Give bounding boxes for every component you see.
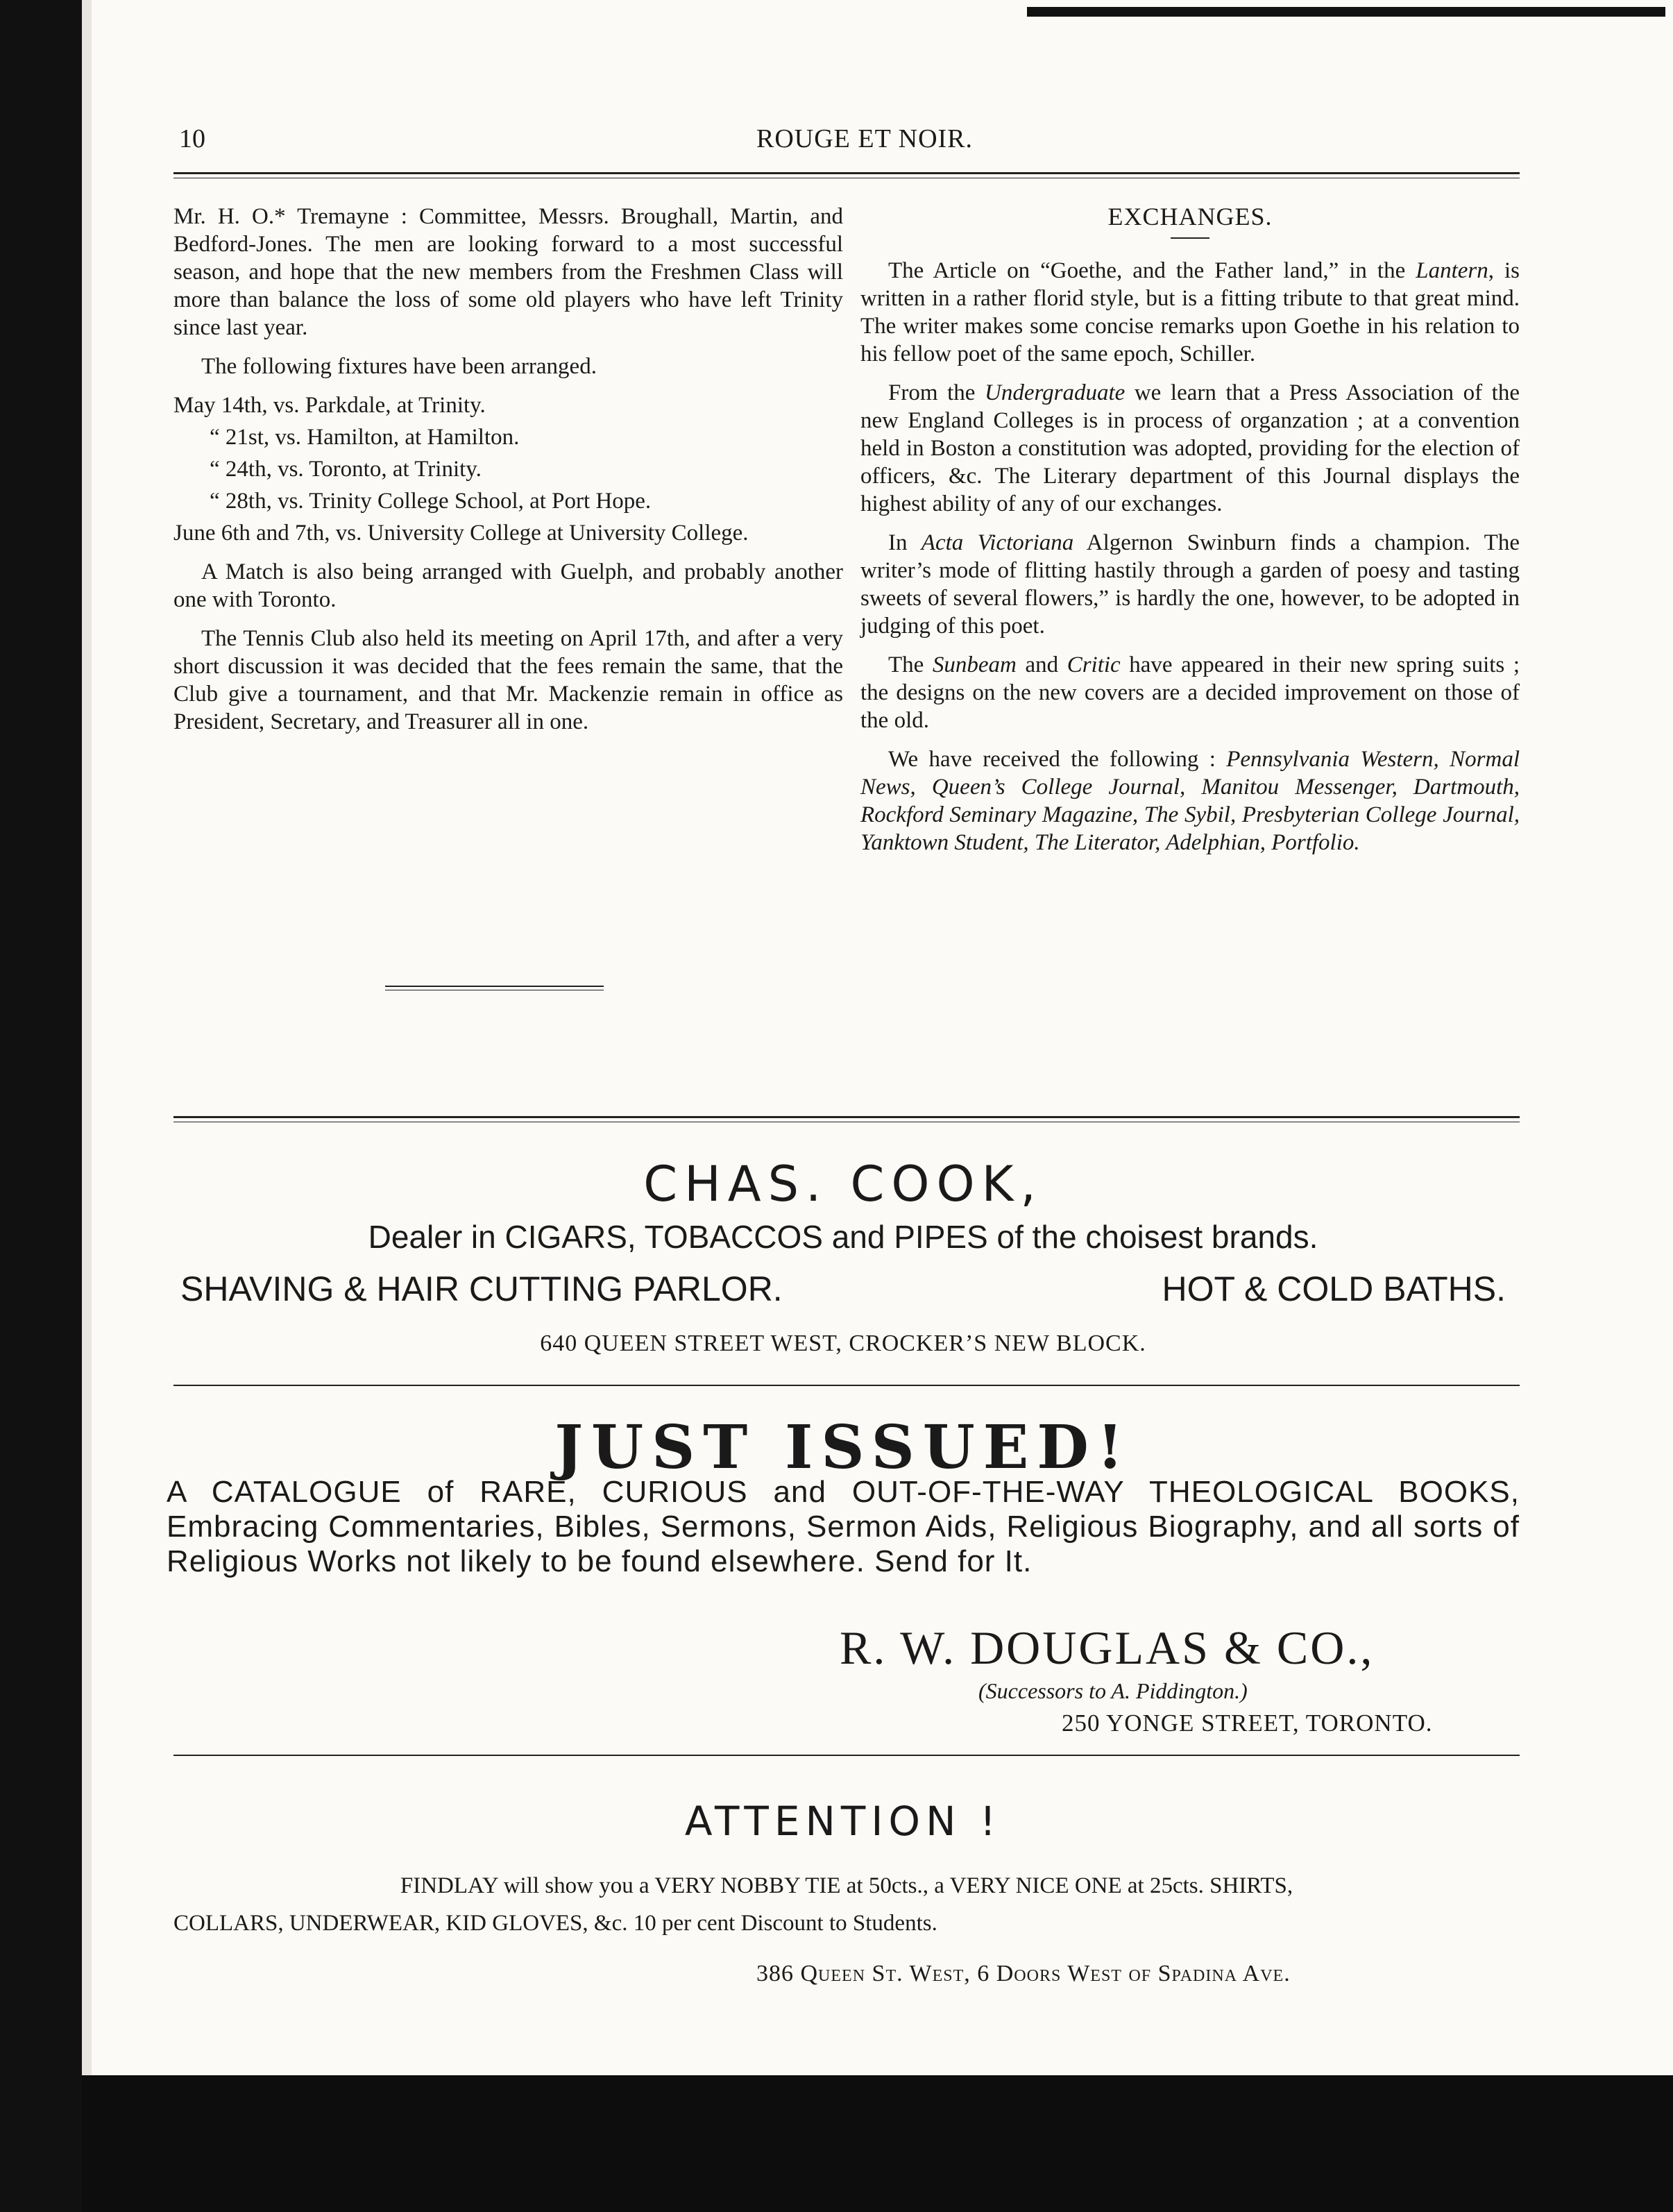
ad-cook-parlor: SHAVING & HAIR CUTTING PARLOR. xyxy=(180,1269,783,1308)
fixture-item: “ 28th, vs. Trinity College School, at Port Hope. xyxy=(210,489,652,514)
ad-douglas-successors: (Successors to A. Piddington.) xyxy=(978,1678,1248,1703)
fixture-item: “ 24th, vs. Toronto, at Trinity. xyxy=(210,457,482,482)
ad-findlay-line: FINDLAY will show you a VERY NOBBY TIE at 50cts., a VERY NICE ONE at 25cts. SHIRTS, xyxy=(400,1873,1293,1898)
fixture-item: June 6th and 7th, vs. University College at University College. xyxy=(173,521,749,546)
scan-border-bottom xyxy=(82,2075,1673,2212)
ad-douglas-headline: JUST ISSUED! xyxy=(554,1412,1132,1483)
scan-border-gap xyxy=(82,0,92,2212)
ad-douglas-address: 250 YONGE STREET, TORONTO. xyxy=(1062,1709,1433,1737)
ad-findlay-line: COLLARS, UNDERWEAR, KID GLOVES, &c. 10 per cent Discount to Students. xyxy=(173,1911,937,1936)
fixture-item: May 14th, vs. Parkdale, at Trinity. xyxy=(173,393,486,418)
ad-cook-address: 640 QUEEN STREET WEST, CROCKER’S NEW BLOCK. xyxy=(540,1331,1146,1356)
paragraph: The Tennis Club also held its meeting on April 17th, and after a very short discussion it was decided that the fees remain the same, that the Club give a tournament, and that Mr. Mackenzie remain in office as President, Secretary, and Treasurer all in one. xyxy=(173,626,843,734)
paragraph: We have received the following : Pennsylvania Western, Normal News, Queen’s College Journal, Manitou Messenger, Dartmouth, Rockford Seminary Magazine, The Sybil, Presbyterian College Journal, Yanktown Student, The Literator, Adelphian, Portfolio. xyxy=(860,747,1520,855)
ad-cook-services xyxy=(167,1269,1520,1309)
ad-rule xyxy=(173,1385,1520,1386)
paragraph: In Acta Victoriana Algernon Swinburn finds a champion. The writer’s mode of flitting hastily through a garden of poesy and tasting sweets of several flowers,” is hardly the one, however, to be adopted in judging of this poet. xyxy=(860,530,1520,639)
paragraph: The Sunbeam and Critic have appeared in their new spring suits ; the designs on the new covers are a decided improvement on those of the old. xyxy=(860,652,1520,733)
column-end-rule xyxy=(385,986,604,990)
running-title: ROUGE ET NOIR. xyxy=(756,124,974,153)
heading-dash xyxy=(1171,237,1209,239)
ad-findlay-headline: ATTENTION ! xyxy=(684,1798,1002,1845)
ad-rule xyxy=(173,1755,1520,1756)
ad-douglas-firm: R. W. DOUGLAS & CO., xyxy=(840,1621,1375,1674)
ad-cook-line: Dealer in CIGARS, TOBACCOS and PIPES of the choisest brands. xyxy=(368,1219,1318,1255)
left-column xyxy=(173,203,843,747)
section-heading: EXCHANGES. xyxy=(1107,203,1273,230)
ad-findlay-address: 386 Queen St. West, 6 Doors West of Spadina Ave. xyxy=(756,1961,1291,1986)
ad-cook-baths: HOT & COLD BATHS. xyxy=(1162,1269,1506,1308)
scan-border-left xyxy=(0,0,82,2212)
fixture-item: “ 21st, vs. Hamilton, at Hamilton. xyxy=(210,425,520,450)
section-rule xyxy=(173,1116,1520,1122)
scan-border-top xyxy=(1027,7,1665,17)
paragraph: The Article on “Goethe, and the Father land,” in the Lantern, is written in a rather florid style, but is a fitting tribute to that great mind. The writer makes some concise remarks upon Goethe in his relation to his fellow poet of the same epoch, Schiller. xyxy=(860,258,1520,366)
right-column xyxy=(860,203,1520,868)
header-rule xyxy=(173,172,1520,178)
paragraph: The following fixtures have been arranged. xyxy=(201,354,597,379)
ad-cook-name: CHAS. COOK, xyxy=(643,1156,1043,1213)
paragraph: Mr. H. O.* Tremayne : Committee, Messrs. Broughall, Martin, and Bedford-Jones. The men are looking forward to a most successful season, and hope that the new members from the Freshmen Class will more than balance the loss of some old players who have left Trinity since last year. xyxy=(173,204,843,340)
ad-douglas-body: A CATALOGUE of RARE, CURIOUS and OUT-OF-THE-WAY THEOLOGICAL BOOKS, Embracing Commentaries, Bibles, Sermons, Sermon Aids, Religious Biography, and all sorts of Religious Works not likely to be found elsewhere. Send for It. xyxy=(167,1475,1520,1578)
page-number: 10 xyxy=(179,124,205,153)
paragraph: From the Undergraduate we learn that a Press Association of the new England Colleges is in process of organzation ; at a convention held in Boston a constitution was adopted, providing for the election of officers, &c. The Literary department of this Journal displays the highest ability of any of our exchanges. xyxy=(860,380,1520,516)
paragraph: A Match is also being arranged with Guelph, and probably another one with Toronto. xyxy=(173,559,843,612)
